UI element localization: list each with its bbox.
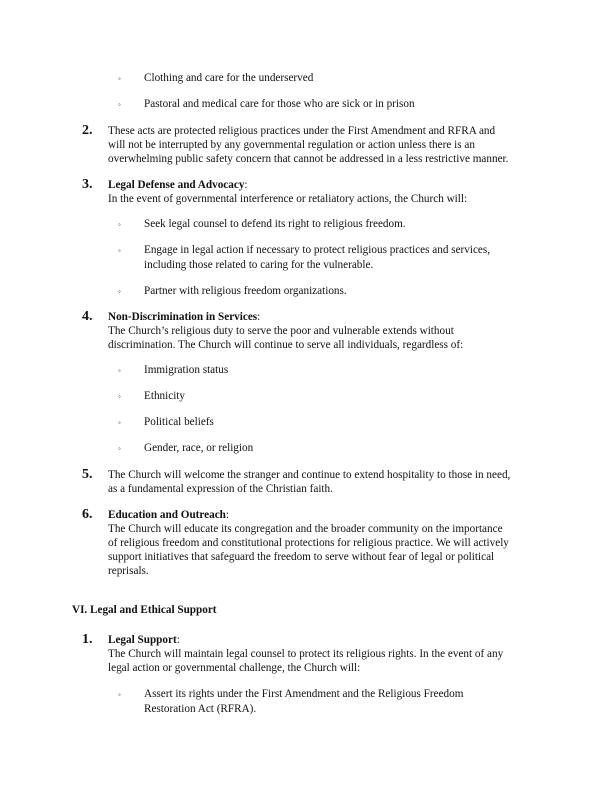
list-number: 1. [82, 632, 93, 647]
heading-colon: : [225, 509, 230, 521]
item-heading: Legal Support [108, 634, 177, 646]
section-heading: VI. Legal and Ethical Support [72, 604, 217, 616]
paragraph-line: In the event of governmental interference or retaliatory actions, the Church will: [108, 193, 468, 205]
list-item: Assert its rights under the First Amendment and the Religious Freedom [144, 688, 464, 700]
list-item: Immigration status [144, 364, 229, 376]
list-item: Partner with religious freedom organizations. [144, 285, 347, 297]
paragraph-line: The Church will maintain legal counsel to protect its religious rights. In the event of any [108, 648, 504, 660]
bullet-icon: ◦ [118, 100, 121, 109]
bullet-icon: ◦ [118, 220, 121, 229]
paragraph-line: These acts are protected religious practices under the First Amendment and RFRA and [108, 125, 496, 137]
list-item: Engage in legal action if necessary to protect religious practices and services, [144, 244, 491, 256]
paragraph-line: discrimination. The Church will continue to serve all individuals, regardless of: [108, 339, 464, 351]
list-item-continued: including those related to caring for the vulnerable. [144, 259, 374, 271]
heading-colon: : [244, 179, 248, 191]
bullet-icon: ◦ [118, 74, 121, 83]
item-heading: Education and Outreach [108, 509, 226, 521]
list-item: Gender, race, or religion [144, 442, 254, 454]
paragraph-line: The Church’s religious duty to serve the poor and vulnerable extends without [108, 325, 454, 337]
list-item: Ethnicity [144, 390, 186, 402]
paragraph-line: The Church will educate its congregation and the broader community on the importance [108, 523, 503, 535]
paragraph-line: of religious freedom and constitutional protections for religious practice. We will actively [108, 537, 509, 549]
list-item: Pastoral and medical care for those who are sick or in prison [144, 98, 415, 110]
list-number: 2. [82, 123, 93, 138]
paragraph-line: support initiatives that safeguard the freedom to serve without fear of legal or political [108, 551, 495, 563]
paragraph-line: will not be interrupted by any governmental regulation or action unless there is an [108, 139, 475, 151]
bullet-icon: ◦ [118, 690, 121, 699]
paragraph-line: as a fundamental expression of the Christian faith. [108, 483, 333, 495]
bullet-icon: ◦ [118, 246, 121, 255]
bullet-icon: ◦ [118, 287, 121, 296]
item-heading: Legal Defense and Advocacy [108, 179, 245, 191]
paragraph-line: overwhelming public safety concern that cannot be addressed in a less restrictive manner. [108, 153, 509, 165]
bullet-icon: ◦ [118, 444, 121, 453]
paragraph-line: The Church will welcome the stranger and continue to extend hospitality to those in need, [108, 469, 511, 481]
heading-colon: : [257, 311, 261, 323]
paragraph-line: legal action or governmental challenge, the Church will: [108, 662, 361, 674]
item-heading: Non-Discrimination in Services [108, 311, 258, 323]
heading-colon: : [176, 634, 180, 646]
list-item-continued: Restoration Act (RFRA). [144, 703, 257, 715]
list-number: 5. [82, 467, 93, 482]
list-item: Seek legal counsel to defend its right to religious freedom. [144, 218, 406, 230]
bullet-icon: ◦ [118, 418, 121, 427]
list-number: 3. [82, 177, 93, 192]
paragraph-line: reprisals. [108, 565, 149, 577]
list-number: 6. [82, 507, 93, 522]
list-number: 4. [82, 309, 93, 324]
list-item: Clothing and care for the underserved [144, 72, 314, 84]
bullet-icon: ◦ [118, 392, 121, 401]
bullet-icon: ◦ [118, 366, 121, 375]
list-item: Political beliefs [144, 416, 214, 428]
